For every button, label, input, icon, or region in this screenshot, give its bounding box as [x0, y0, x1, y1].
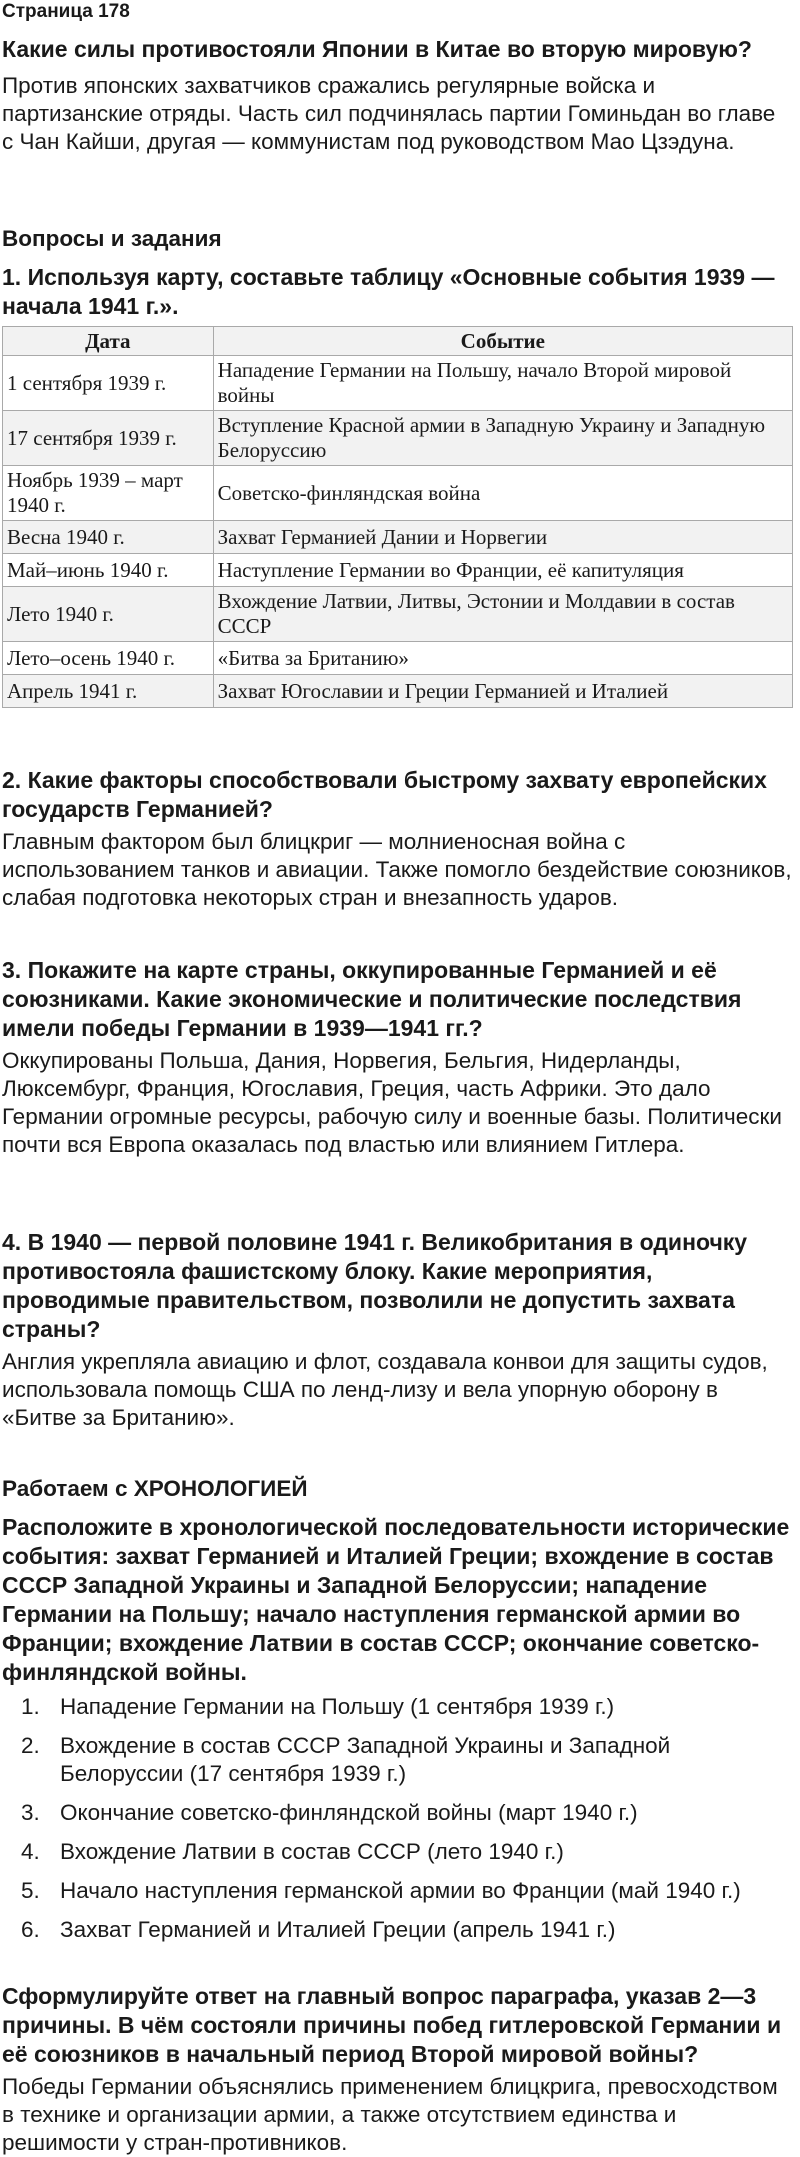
table-cell-event: Нападение Германии на Польшу, начало Второй мировой войны [213, 356, 792, 411]
list-item-text: Окончание советско-финляндской войны (март 1940 г.) [60, 1800, 638, 1825]
table-header-date: Дата [3, 327, 214, 356]
task3-question: 3. Покажите на карте страны, оккупированные Германией и её союзниками. Какие экономические и политические последствия имели победы Германии в 1939—1941 гг.? [2, 957, 742, 1041]
table-cell-event: Захват Югославии и Греции Германией и Италией [213, 675, 792, 708]
task4-section [2, 1228, 792, 1432]
chronology-heading: Работаем с ХРОНОЛОГИЕЙ [2, 1476, 308, 1501]
list-item [2, 1799, 792, 1827]
table-cell-date: 17 сентября 1939 г. [3, 411, 214, 466]
table-cell-date: 1 сентября 1939 г. [3, 356, 214, 411]
task2-section [2, 766, 792, 912]
tasks-section [2, 225, 792, 321]
list-item [2, 1838, 792, 1866]
final-question: Сформулируйте ответ на главный вопрос параграфа, указав 2—3 причины. В чём состояли причины побед гитлеровской Германии и её союзников в начальный период Второй мировой войны? [2, 1983, 782, 2067]
final-answer: Победы Германии объяснялись применением блицкрига, превосходством в технике и организации армии, а также отсутствием единства и решимости у стран-противников. [2, 2074, 778, 2155]
task2-question: 2. Какие факторы способствовали быстрому захвату европейских государств Германией? [2, 767, 767, 822]
table-row [3, 466, 793, 521]
table-row [3, 642, 793, 675]
events-table [2, 326, 793, 708]
table-cell-event: «Битва за Британию» [213, 642, 792, 675]
table-cell-date: Май–июнь 1940 г. [3, 554, 214, 587]
table-cell-event: Советско-финляндская война [213, 466, 792, 521]
task1-question: 1. Используя карту, составьте таблицу «Основные события 1939 — начала 1941 г.». [2, 264, 775, 319]
list-item-text: Захват Германией и Италией Греции (апрель 1941 г.) [60, 1917, 616, 1942]
task3-section [2, 956, 792, 1159]
table-cell-event: Вступление Красной армии в Западную Украину и Западную Белоруссию [213, 411, 792, 466]
chronology-section [2, 1475, 792, 1687]
list-item-number: 3. [21, 1800, 40, 1825]
table-row [3, 554, 793, 587]
task2-answer: Главным фактором был блицкриг — молниеносная война с использованием танков и авиации. Также помогло бездействие союзников, слабая подготовка некоторых стран и внезапность ударов. [2, 829, 792, 910]
table-row [3, 675, 793, 708]
list-item-number: 2. [21, 1733, 40, 1758]
list-item [2, 1693, 792, 1721]
task4-question: 4. В 1940 — первой половине 1941 г. Великобритания в одиночку противостояла фашистскому блоку. Какие мероприятия, проводимые правительством, позволили не допустить захвата страны? [2, 1229, 748, 1342]
table-cell-event: Захват Германией Дании и Норвегии [213, 521, 792, 554]
page-label-block [2, 0, 792, 24]
table-cell-date: Лето–осень 1940 г. [3, 642, 214, 675]
table-row [3, 587, 793, 642]
chronology-list-block [2, 1693, 792, 1955]
tasks-heading: Вопросы и задания [2, 226, 222, 251]
list-item [2, 1916, 792, 1944]
list-item-number: 1. [21, 1694, 40, 1719]
table-cell-date: Апрель 1941 г. [3, 675, 214, 708]
task3-answer: Оккупированы Польша, Дания, Норвегия, Бельгия, Нидерланды, Люксембург, Франция, Югославия, Греция, часть Африки. Это дало Германии огромные ресурсы, рабочую силу и военные базы. Политически почти вся Европа оказалась под властью или влиянием Гитлера. [2, 1048, 782, 1157]
table-header-row [3, 327, 793, 356]
page-label: Страница 178 [2, 1, 130, 22]
chronology-list [2, 1693, 792, 1944]
list-item [2, 1732, 792, 1788]
list-item-text: Вхождение Латвии в состав СССР (лето 1940 г.) [60, 1839, 564, 1864]
list-item-text: Нападение Германии на Польшу (1 сентября 1939 г.) [60, 1694, 615, 1719]
table-row [3, 521, 793, 554]
intro-question: Какие силы противостояли Японии в Китае во вторую мировую? [2, 36, 752, 62]
list-item-text: Начало наступления германской армии во Франции (май 1940 г.) [60, 1878, 741, 1903]
table-cell-date: Весна 1940 г. [3, 521, 214, 554]
list-item-number: 6. [21, 1917, 40, 1942]
events-table-block [2, 326, 792, 708]
table-row [3, 411, 793, 466]
table-cell-event: Вхождение Латвии, Литвы, Эстонии и Молдавии в состав СССР [213, 587, 792, 642]
final-section [2, 1982, 792, 2157]
table-cell-event: Наступление Германии во Франции, её капитуляция [213, 554, 792, 587]
list-item-text: Вхождение в состав СССР Западной Украины и Западной Белоруссии (17 сентября 1939 г.) [60, 1733, 671, 1786]
table-cell-date: Ноябрь 1939 – март 1940 г. [3, 466, 214, 521]
intro-answer: Против японских захватчиков сражались регулярные войска и партизанские отряды. Часть сил подчинялась партии Гоминьдан во главе с Чан Кайши, другая — коммунистам под руководством Мао Цзэдуна. [2, 73, 776, 154]
list-item-number: 4. [21, 1839, 40, 1864]
table-row [3, 356, 793, 411]
table-cell-date: Лето 1940 г. [3, 587, 214, 642]
list-item-number: 5. [21, 1878, 40, 1903]
chronology-question: Расположите в хронологической последовательности исторические события: захват Германией и Италией Греции; вхождение в состав СССР Западной Украины и Западной Белоруссии; нападение Германии на Польшу; начало наступления германской армии во Франции; вхождение Латвии в состав СССР; окончание советско-финляндской войны. [2, 1514, 790, 1685]
intro-section [2, 35, 792, 156]
table-header-event: Событие [213, 327, 792, 356]
list-item [2, 1877, 792, 1905]
task4-answer: Англия укрепляла авиацию и флот, создавала конвои для защиты судов, использовала помощь США по ленд-лизу и вела упорную оборону в «Битве за Британию». [2, 1349, 768, 1430]
